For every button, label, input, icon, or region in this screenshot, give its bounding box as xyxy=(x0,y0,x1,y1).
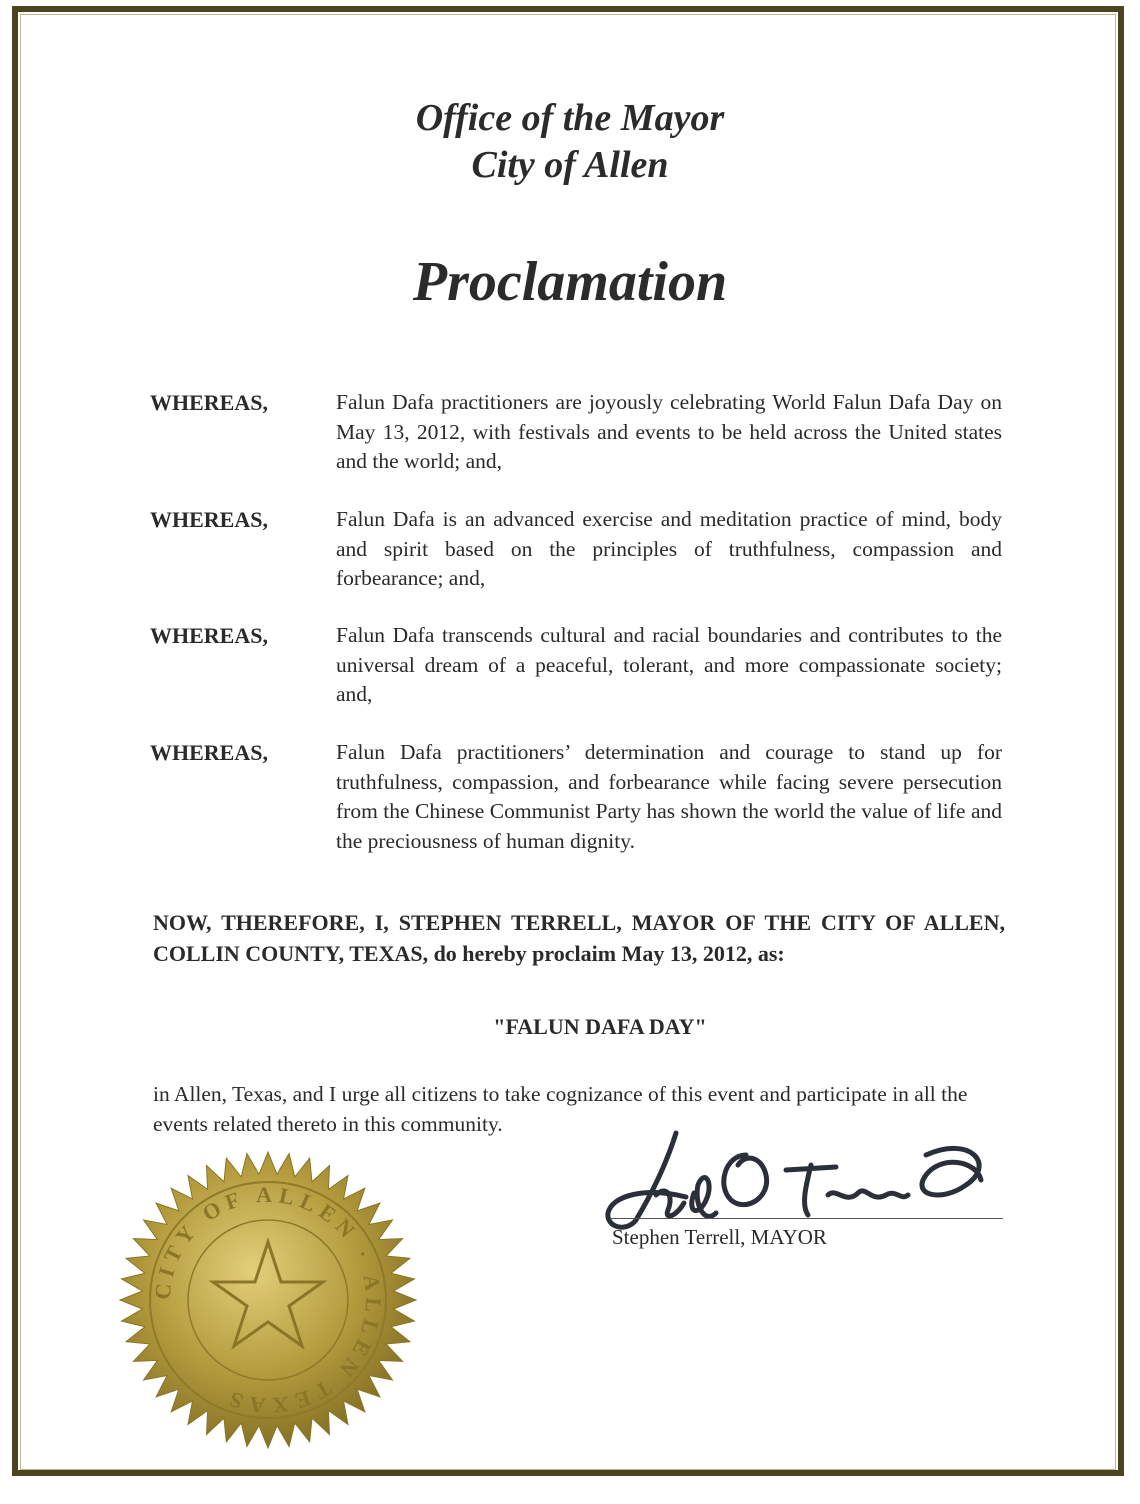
gold-seal-star-icon xyxy=(118,1150,418,1450)
seal-inscription: CITY OF ALLEN · ALLEN TEXAS xyxy=(149,1181,387,1419)
whereas-keyword: WHEREAS, xyxy=(150,623,268,648)
whereas-text: Falun Dafa practitioners are joyously celebrating World Falun Dafa Day on May 13, 2012, with festivals and events to be held across the United states and the world; and, xyxy=(336,390,1002,473)
whereas-keyword: WHEREAS, xyxy=(150,740,268,765)
whereas-keyword: WHEREAS, xyxy=(150,390,268,415)
whereas-text: Falun Dafa is an advanced exercise and meditation practice of mind, body and spirit based on the principles of truthfulness, compassion and forbearance; and, xyxy=(336,507,1002,590)
signature-line xyxy=(610,1218,1003,1219)
now-therefore-statement: NOW, THEREFORE, I, STEPHEN TERRELL, MAYOR OF THE CITY OF ALLEN, COLLIN COUNTY, TEXAS, do hereby proclaim May 13, 2012, as: xyxy=(153,910,1005,966)
closing-statement: in Allen, Texas, and I urge all citizens to take cognizance of this event and participate in all the events related thereto in this community. xyxy=(153,1082,968,1136)
signature-caption: Stephen Terrell, MAYOR xyxy=(612,1225,827,1249)
city-heading: City of Allen xyxy=(471,144,669,186)
proclaimed-day-name: "FALUN DAFA DAY" xyxy=(493,1014,707,1039)
whereas-keyword: WHEREAS, xyxy=(150,507,268,532)
whereas-text: Falun Dafa transcends cultural and racial boundaries and contributes to the universal dream of a peaceful, tolerant, and more compassionate society; and, xyxy=(336,623,1002,706)
office-heading: Office of the Mayor xyxy=(415,97,725,139)
proclamation-title: Proclamation xyxy=(412,251,728,313)
whereas-text: Falun Dafa practitioners’ determination and courage to stand up for truthfulness, compassion, and forbearance while facing severe persecution from the Chinese Communist Party has shown the world the value of life and the preciousness of human dignity. xyxy=(336,740,1002,853)
